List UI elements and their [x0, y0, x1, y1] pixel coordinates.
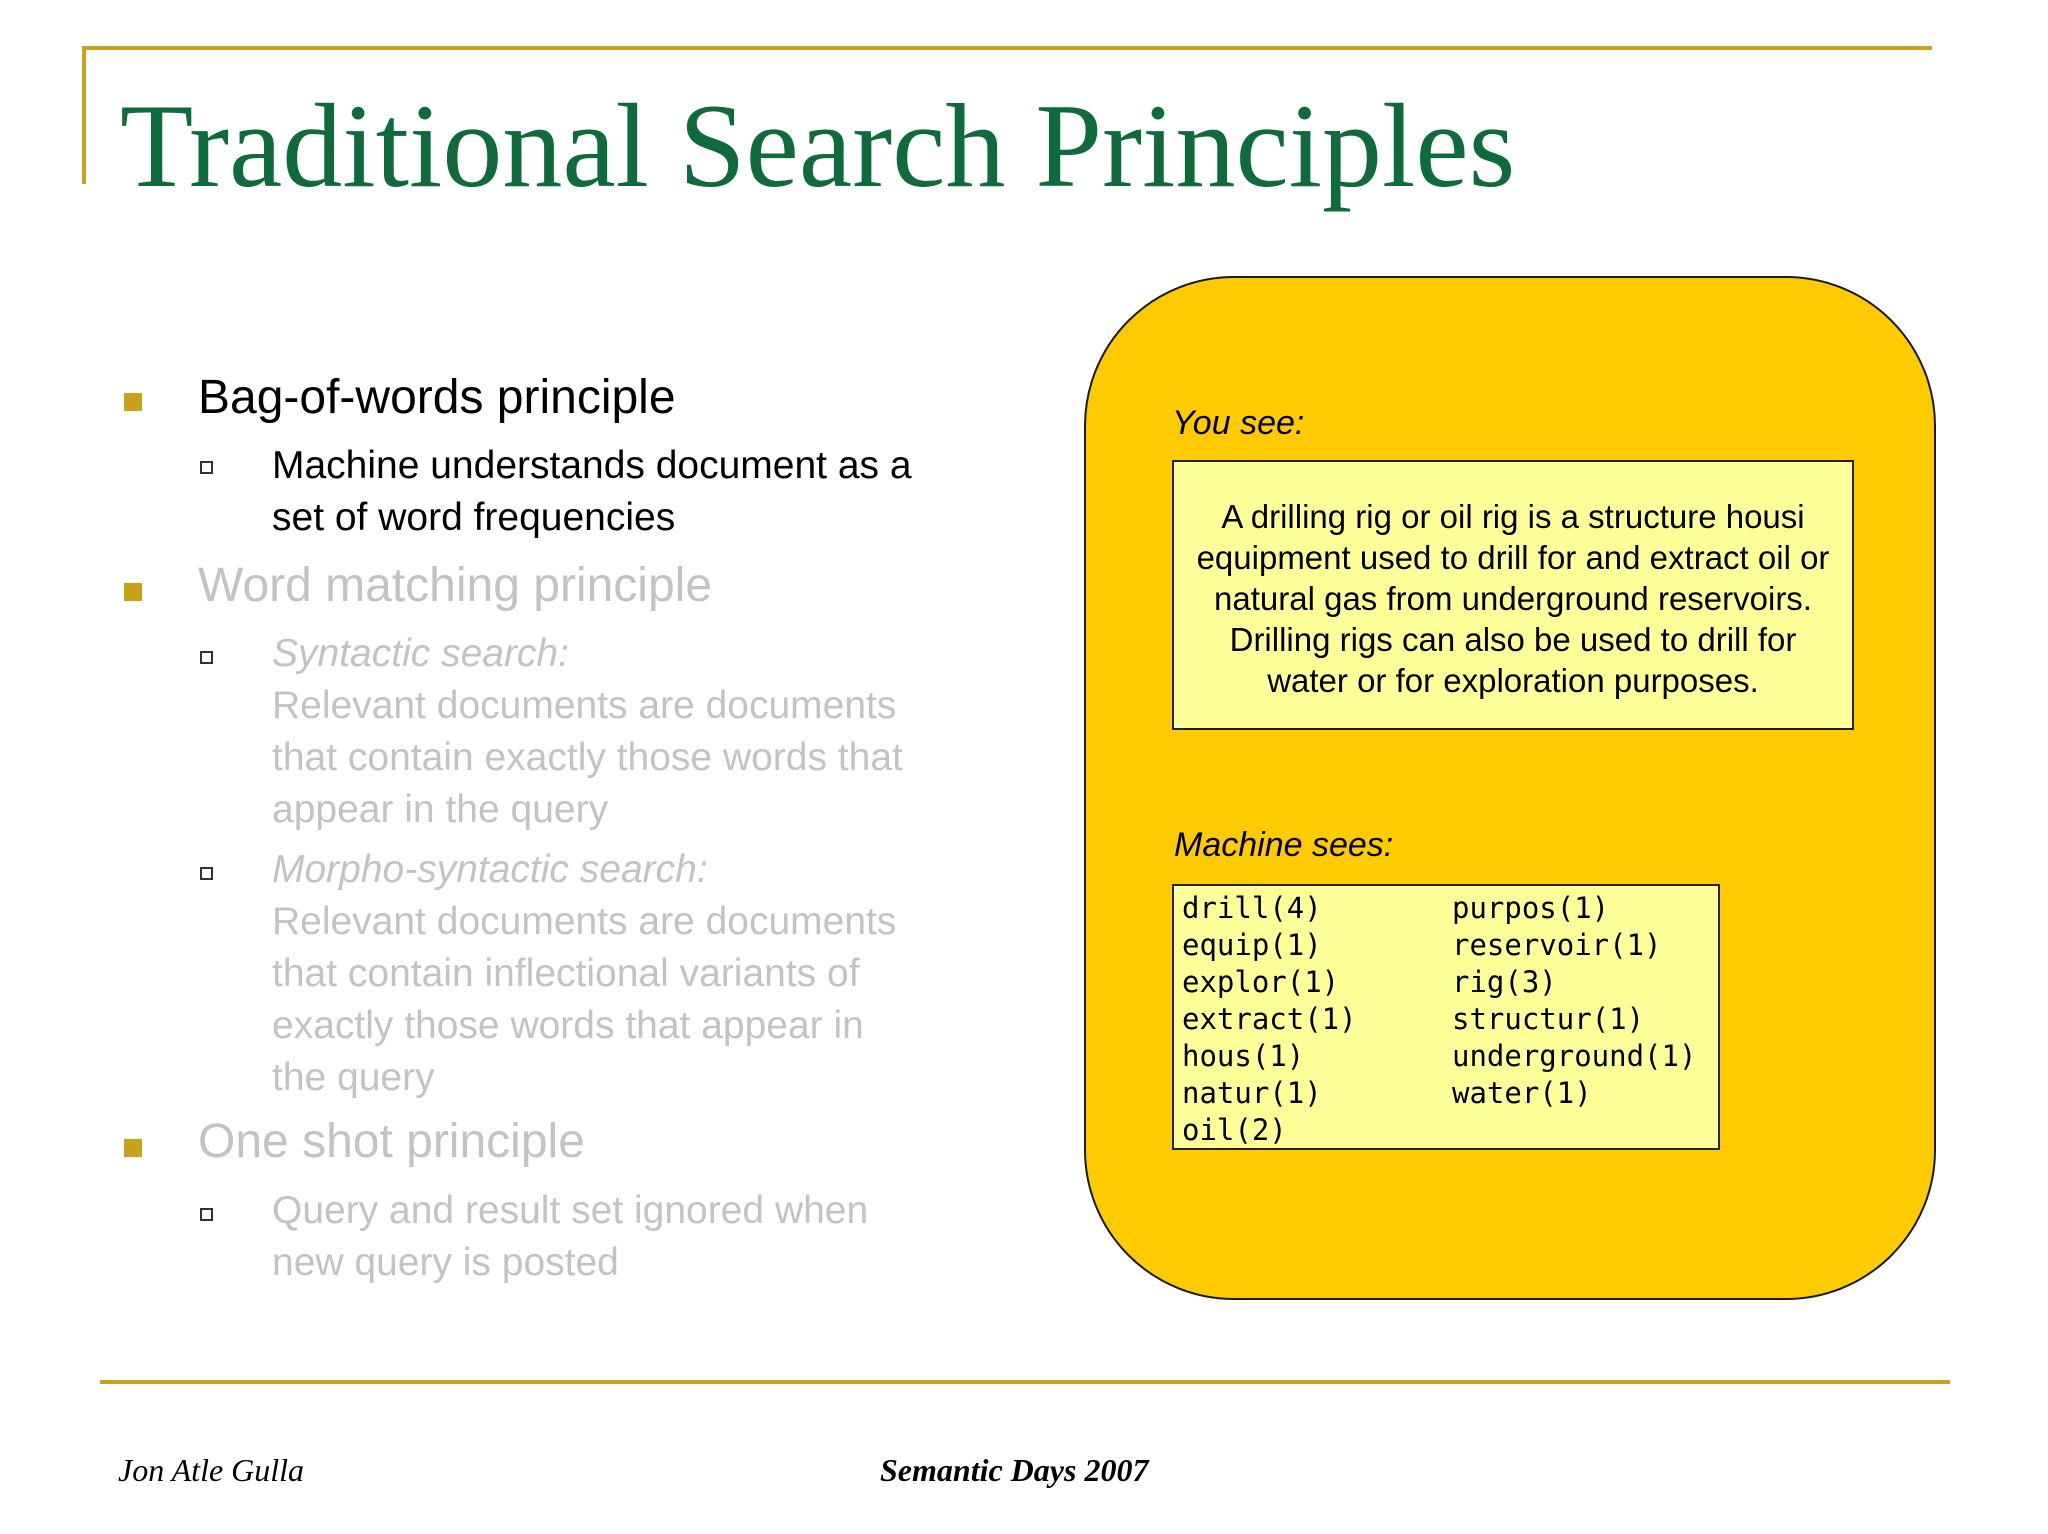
term-frequency: hous(1) — [1182, 1039, 1305, 1073]
term-frequency: extract(1) — [1182, 1002, 1357, 1036]
you-see-line: A drilling rig or oil rig is a structure housi — [1221, 498, 1805, 535]
you-see-line: water or for exploration purposes. — [1267, 662, 1759, 699]
sub-bullet-line: the query — [272, 1056, 435, 1099]
term-frequency: equip(1) — [1182, 928, 1322, 962]
term-frequency: rig(3) — [1452, 965, 1557, 999]
top-rule-left — [82, 46, 86, 184]
term-frequency: purpos(1) — [1452, 891, 1610, 925]
sub-bullet-checkbox-icon — [200, 651, 213, 664]
bullet-one-shot: One shot principle — [198, 1115, 585, 1168]
sub-bullet-line: Machine understands document as a — [272, 444, 912, 487]
term-frequency: natur(1) — [1182, 1076, 1322, 1110]
top-rule — [82, 46, 1932, 50]
you-see-line: natural gas from underground reservoirs. — [1214, 580, 1812, 617]
slide-title: Traditional Search Principles — [120, 79, 1516, 212]
footer-author: Jon Atle Gulla — [118, 1452, 305, 1488]
you-see-label: You see: — [1172, 404, 1305, 442]
sub-bullet-line: Query and result set ignored when — [272, 1189, 869, 1232]
sub-bullet-line: new query is posted — [272, 1241, 619, 1284]
term-column-1 — [1182, 890, 1357, 1149]
bottom-rule — [100, 1380, 1950, 1384]
sub-bullet-line: appear in the query — [272, 788, 609, 831]
bullet-bag-of-words: Bag-of-words principle — [198, 371, 676, 424]
sub-bullet-line: exactly those words that appear in — [272, 1004, 864, 1047]
term-frequency: reservoir(1) — [1452, 928, 1662, 962]
term-frequency: underground(1) — [1452, 1039, 1697, 1073]
bullet-square-icon — [124, 583, 142, 601]
sub-bullet-heading: Syntactic search: — [272, 632, 569, 675]
sub-bullet-checkbox-icon — [200, 1208, 213, 1221]
term-frequency: oil(2) — [1182, 1113, 1287, 1147]
machine-sees-label: Machine sees: — [1174, 826, 1394, 864]
you-see-box — [1172, 460, 1854, 730]
term-frequency: drill(4) — [1182, 891, 1322, 925]
bullet-word-matching: Word matching principle — [198, 559, 713, 612]
sub-bullet-line: Relevant documents are documents — [272, 900, 897, 943]
term-frequency: water(1) — [1452, 1076, 1592, 1110]
bullet-square-icon — [124, 393, 142, 411]
you-see-line: equipment used to drill for and extract oil or — [1196, 539, 1830, 576]
sub-bullet-line: set of word frequencies — [272, 496, 676, 539]
sub-bullet-line: that contain inflectional variants of — [272, 952, 860, 995]
machine-sees-box — [1172, 884, 1720, 1150]
sub-bullet-checkbox-icon — [200, 461, 213, 474]
sub-bullet-checkbox-icon — [200, 867, 213, 880]
sub-bullet-line: Relevant documents are documents — [272, 684, 897, 727]
you-see-line: Drilling rigs can also be used to drill for — [1229, 621, 1797, 658]
term-frequency: explor(1) — [1182, 965, 1340, 999]
sub-bullet-line: that contain exactly those words that — [272, 736, 903, 779]
footer-event: Semantic Days 2007 — [880, 1452, 1149, 1488]
term-column-2 — [1452, 890, 1696, 1112]
term-frequency: structur(1) — [1452, 1002, 1645, 1036]
bullet-square-icon — [124, 1139, 142, 1157]
sub-bullet-heading: Morpho-syntactic search: — [272, 848, 708, 891]
